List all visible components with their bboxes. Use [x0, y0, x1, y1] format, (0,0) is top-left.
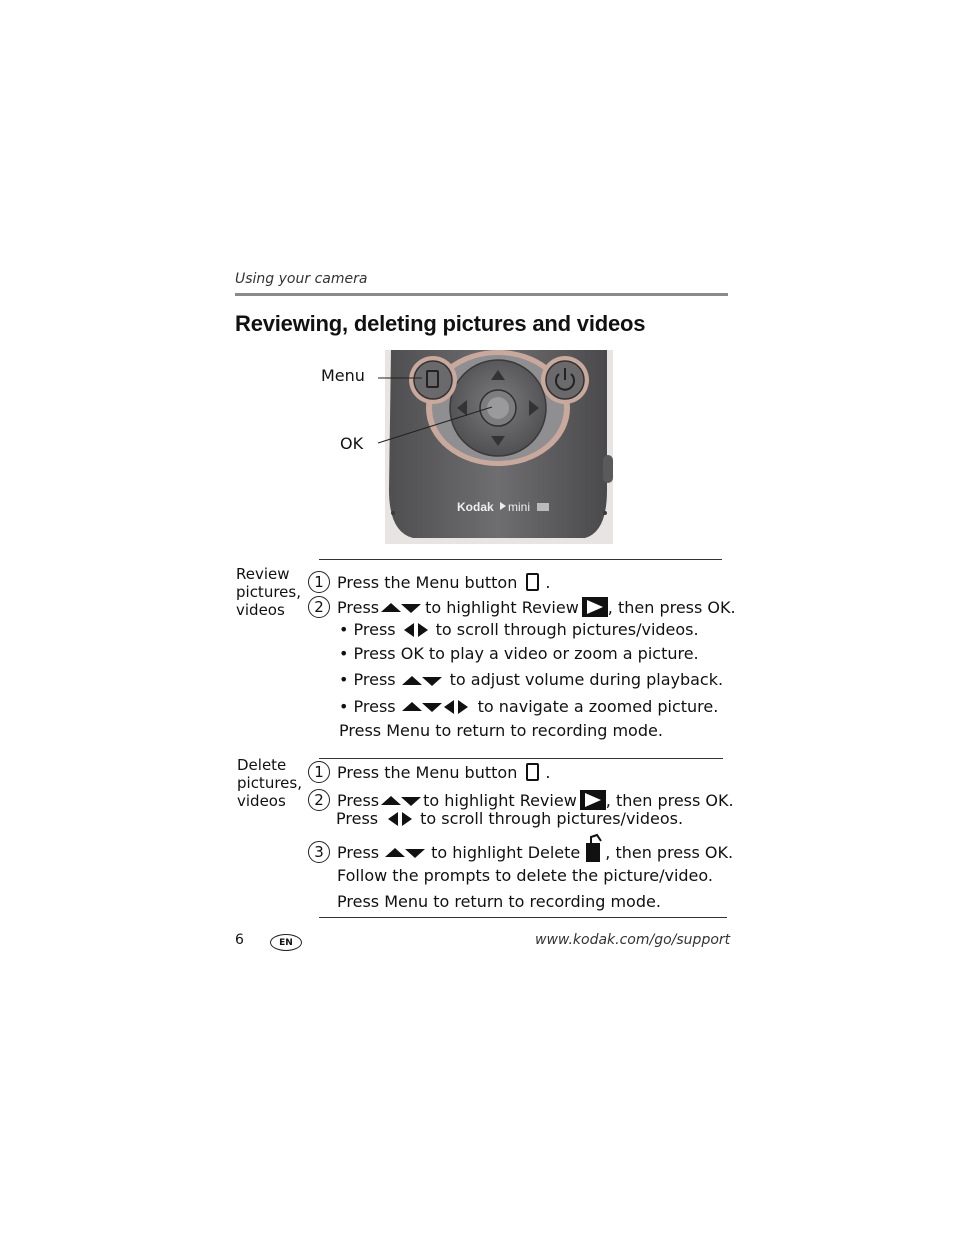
page-title: Reviewing, deleting pictures and videos — [235, 311, 646, 336]
delete-return-text: Press Menu to return to recording mode. — [337, 892, 661, 911]
callout-menu: Menu — [321, 366, 365, 385]
delete-step-2-scroll: Press to scroll through pictures/videos. — [336, 809, 684, 828]
delete-top-rule — [319, 758, 723, 759]
menu-button-icon — [523, 572, 545, 592]
step-number: 1 — [308, 571, 330, 593]
left-right-arrows-icon — [400, 621, 432, 639]
delete-bottom-rule — [319, 917, 727, 918]
support-url: www.kodak.com/go/support — [535, 932, 731, 948]
up-down-arrows-icon — [379, 598, 423, 616]
language-badge: EN — [270, 934, 302, 951]
review-bullet-navigate: • Press to navigate a zoomed picture. — [339, 696, 719, 716]
delete-step-1: 1 Press the Menu button . — [308, 761, 550, 783]
delete-side-label: Delete pictures, videos — [237, 756, 302, 810]
four-way-arrows-icon — [400, 696, 472, 716]
callout-ok: OK — [340, 434, 364, 453]
review-bullet-volume: • Press to adjust volume during playback. — [339, 670, 724, 689]
camera-model-text: mini — [508, 500, 531, 514]
review-play-icon — [580, 790, 606, 810]
review-return-text: Press Menu to return to recording mode. — [339, 721, 663, 740]
left-right-arrows-icon — [382, 810, 416, 828]
delete-follow-text: Follow the prompts to delete the picture/video. — [337, 866, 713, 885]
camera-brand-text: Kodak — [457, 500, 494, 514]
up-down-arrows-icon — [379, 791, 423, 809]
review-top-rule — [319, 559, 722, 560]
step-number: 3 — [308, 841, 330, 863]
review-bullet-ok: • Press OK to play a video or zoom a picture. — [339, 644, 699, 663]
step-number: 2 — [308, 596, 330, 618]
running-header: Using your camera — [235, 271, 368, 287]
review-side-label: Review pictures, videos — [236, 565, 301, 619]
up-down-arrows-icon — [383, 843, 427, 861]
step-number: 1 — [308, 761, 330, 783]
step-number: 2 — [308, 789, 330, 811]
callout-leader-lines — [370, 370, 500, 450]
header-rule — [235, 293, 728, 296]
review-step-1: 1 Press the Menu button . — [308, 571, 550, 593]
review-bullet-scroll: • Press to scroll through pictures/videos. — [339, 620, 699, 639]
menu-button-icon — [523, 762, 545, 782]
trash-delete-icon — [583, 833, 605, 863]
up-down-arrows-icon — [400, 671, 444, 689]
page-number: 6 — [235, 932, 244, 948]
review-step-2: 2 Press to highlight Review , then press OK. — [308, 596, 736, 618]
delete-step-3: 3 Press to highlight Delete , then press OK. — [308, 841, 733, 863]
review-play-icon — [582, 597, 608, 617]
delete-step-2: 2 Press to highlight Review , then press OK. — [308, 789, 734, 811]
